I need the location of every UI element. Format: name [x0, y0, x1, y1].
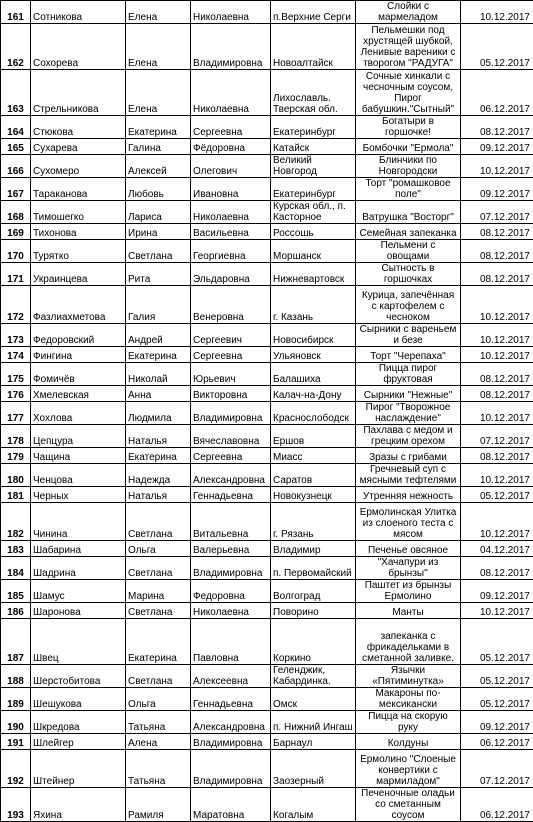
date-cell: 09.12.2017	[461, 711, 533, 734]
dish-name-cell: Сырники с вареньем и безе	[356, 324, 461, 347]
city-cell: Калач-на-Дону	[271, 386, 356, 402]
first-name-cell: Николай	[126, 363, 191, 386]
table-row	[1, 619, 533, 665]
dish-name-cell: Манты	[356, 603, 461, 619]
first-name-cell: Ольга	[126, 541, 191, 557]
date-cell: 08.12.2017	[461, 386, 533, 402]
dish-name-cell: Торт "Черепаха"	[356, 347, 461, 363]
date-cell: 10.12.2017	[461, 155, 533, 178]
middle-name-cell: Валерьевна	[191, 541, 271, 557]
date-cell: 05.12.2017	[461, 665, 533, 688]
last-name-cell: Ченцова	[31, 464, 126, 487]
date-cell: 10.12.2017	[461, 347, 533, 363]
city-cell: Омск	[271, 688, 356, 711]
first-name-cell: Галина	[126, 139, 191, 155]
row-number-cell: 172	[1, 286, 31, 324]
participants-table-body	[1, 1, 533, 822]
date-cell: 09.12.2017	[461, 139, 533, 155]
row-number-cell: 185	[1, 580, 31, 603]
middle-name-cell: Венеровна	[191, 286, 271, 324]
city-cell: г. Казань	[271, 286, 356, 324]
middle-name-cell: Васильевна	[191, 224, 271, 240]
date-cell: 09.12.2017	[461, 178, 533, 201]
row-number-cell: 187	[1, 619, 31, 665]
last-name-cell: Швец	[31, 619, 126, 665]
last-name-cell: Турятко	[31, 240, 126, 263]
last-name-cell: Фомичёв	[31, 363, 126, 386]
first-name-cell: Светлана	[126, 557, 191, 580]
first-name-cell: Рамиля	[126, 788, 191, 822]
middle-name-cell: Юрьевич	[191, 363, 271, 386]
last-name-cell: Украинцева	[31, 263, 126, 286]
city-cell: Моршанск	[271, 240, 356, 263]
middle-name-cell: Александровна	[191, 711, 271, 734]
middle-name-cell: Ивановна	[191, 178, 271, 201]
dish-name-cell: Утренняя нежность	[356, 487, 461, 503]
dish-name-cell: Богатыри в горшочке!	[356, 116, 461, 139]
dish-name-cell: Торт "ромашковое поле"	[356, 178, 461, 201]
dish-name-cell: запеканка с фрикадельками в сметанной заливке.	[356, 619, 461, 665]
city-cell: Балашиха	[271, 363, 356, 386]
first-name-cell: Наталья	[126, 487, 191, 503]
city-cell: Краснослободск	[271, 402, 356, 425]
first-name-cell: Любовь	[126, 178, 191, 201]
table-row	[1, 178, 533, 201]
first-name-cell: Светлана	[126, 603, 191, 619]
city-cell: Волгоград	[271, 580, 356, 603]
date-cell: 10.12.2017	[461, 464, 533, 487]
last-name-cell: Цепцура	[31, 425, 126, 448]
row-number-cell: 169	[1, 224, 31, 240]
row-number-cell: 176	[1, 386, 31, 402]
date-cell: 10.12.2017	[461, 1, 533, 24]
middle-name-cell: Владимировна	[191, 557, 271, 580]
last-name-cell: Шадрина	[31, 557, 126, 580]
dish-name-cell: Курица, запечённая с картофелем с чесноком	[356, 286, 461, 324]
middle-name-cell: Владимировна	[191, 750, 271, 788]
middle-name-cell: Витальевна	[191, 503, 271, 541]
date-cell: 07.12.2017	[461, 425, 533, 448]
last-name-cell: Шабарина	[31, 541, 126, 557]
row-number-cell: 163	[1, 70, 31, 116]
row-number-cell: 174	[1, 347, 31, 363]
first-name-cell: Людмила	[126, 402, 191, 425]
last-name-cell: Фингина	[31, 347, 126, 363]
table-row	[1, 464, 533, 487]
dish-name-cell: Пельмешки под хрустящей шубкой, Ленивые вареники с творогом "РАДУГА"	[356, 24, 461, 70]
middle-name-cell: Геннадьевна	[191, 688, 271, 711]
city-cell: Барнаул	[271, 734, 356, 750]
city-cell: Ершов	[271, 425, 356, 448]
city-cell: Ульяновск	[271, 347, 356, 363]
first-name-cell: Ольга	[126, 688, 191, 711]
table-row	[1, 788, 533, 822]
last-name-cell: Черных	[31, 487, 126, 503]
row-number-cell: 188	[1, 665, 31, 688]
date-cell: 10.12.2017	[461, 402, 533, 425]
date-cell: 08.12.2017	[461, 557, 533, 580]
date-cell: 05.12.2017	[461, 24, 533, 70]
city-cell: Великий Новгород	[271, 155, 356, 178]
dish-name-cell: Ермолинская Улитка из слоеного теста с мясом	[356, 503, 461, 541]
row-number-cell: 161	[1, 1, 31, 24]
row-number-cell: 167	[1, 178, 31, 201]
last-name-cell: Сохорева	[31, 24, 126, 70]
city-cell: Поворино	[271, 603, 356, 619]
dish-name-cell: Пахлава с медом и грецким орехом	[356, 425, 461, 448]
first-name-cell: Светлана	[126, 665, 191, 688]
last-name-cell: Сотникова	[31, 1, 126, 24]
date-cell: 08.12.2017	[461, 116, 533, 139]
city-cell: Геленджик, Кабардинка.	[271, 665, 356, 688]
first-name-cell: Ирина	[126, 224, 191, 240]
date-cell: 08.12.2017	[461, 240, 533, 263]
table-row	[1, 487, 533, 503]
date-cell: 06.12.2017	[461, 734, 533, 750]
table-row	[1, 580, 533, 603]
table-row	[1, 402, 533, 425]
table-row	[1, 557, 533, 580]
row-number-cell: 177	[1, 402, 31, 425]
middle-name-cell: Викторовна	[191, 386, 271, 402]
city-cell: Новокузнецк	[271, 487, 356, 503]
first-name-cell: Елена	[126, 1, 191, 24]
table-row	[1, 1, 533, 24]
table-row	[1, 224, 533, 240]
table-row	[1, 688, 533, 711]
table-row	[1, 286, 533, 324]
middle-name-cell: Георгиевна	[191, 240, 271, 263]
date-cell: 10.12.2017	[461, 286, 533, 324]
middle-name-cell: Николаевна	[191, 201, 271, 224]
table-row	[1, 665, 533, 688]
table-row	[1, 603, 533, 619]
table-row	[1, 425, 533, 448]
first-name-cell: Алена	[126, 734, 191, 750]
city-cell: п. Первомайский	[271, 557, 356, 580]
first-name-cell: Наталья	[126, 425, 191, 448]
last-name-cell: Стюкова	[31, 116, 126, 139]
first-name-cell: Галия	[126, 286, 191, 324]
dish-name-cell: "Хачапури из брынзы"	[356, 557, 461, 580]
middle-name-cell: Сергеевна	[191, 347, 271, 363]
dish-name-cell: Семейная запеканка	[356, 224, 461, 240]
city-cell: Курская обл., п. Касторное	[271, 201, 356, 224]
last-name-cell: Шаронова	[31, 603, 126, 619]
row-number-cell: 183	[1, 541, 31, 557]
table-row	[1, 324, 533, 347]
table-row	[1, 201, 533, 224]
first-name-cell: Алексей	[126, 155, 191, 178]
table-row	[1, 70, 533, 116]
row-number-cell: 182	[1, 503, 31, 541]
last-name-cell: Шамус	[31, 580, 126, 603]
city-cell: Миасс	[271, 448, 356, 464]
city-cell: Новоалтайск	[271, 24, 356, 70]
middle-name-cell: Владимировна	[191, 24, 271, 70]
last-name-cell: Шкредова	[31, 711, 126, 734]
last-name-cell: Тихонова	[31, 224, 126, 240]
table-row	[1, 750, 533, 788]
row-number-cell: 173	[1, 324, 31, 347]
row-number-cell: 189	[1, 688, 31, 711]
middle-name-cell: Алексеевна	[191, 665, 271, 688]
middle-name-cell: Геннадьевна	[191, 487, 271, 503]
city-cell: п. Нижний Ингаш	[271, 711, 356, 734]
middle-name-cell: Сергеевич	[191, 324, 271, 347]
city-cell: Владимир	[271, 541, 356, 557]
city-cell: Когалым	[271, 788, 356, 822]
dish-name-cell: Пицца пирог фруктовая	[356, 363, 461, 386]
date-cell: 06.12.2017	[461, 788, 533, 822]
middle-name-cell: Фёдоровна	[191, 139, 271, 155]
dish-name-cell: Сытность в горшочках	[356, 263, 461, 286]
city-cell: Екатеринбург	[271, 116, 356, 139]
last-name-cell: Стрельникова	[31, 70, 126, 116]
date-cell: 08.12.2017	[461, 363, 533, 386]
table-row	[1, 347, 533, 363]
table-row	[1, 386, 533, 402]
dish-name-cell: Пельмени с овощами	[356, 240, 461, 263]
first-name-cell: Рита	[126, 263, 191, 286]
dish-name-cell: Паштет из брынзы Ермолино	[356, 580, 461, 603]
row-number-cell: 171	[1, 263, 31, 286]
middle-name-cell: Владимировна	[191, 734, 271, 750]
last-name-cell: Тимошегко	[31, 201, 126, 224]
row-number-cell: 175	[1, 363, 31, 386]
last-name-cell: Фазлиахметова	[31, 286, 126, 324]
city-cell: Заозерный	[271, 750, 356, 788]
dish-name-cell: Сырники "Нежные"	[356, 386, 461, 402]
first-name-cell: Светлана	[126, 503, 191, 541]
row-number-cell: 164	[1, 116, 31, 139]
city-cell: Екатеринбург	[271, 178, 356, 201]
dish-name-cell: Колдуны	[356, 734, 461, 750]
last-name-cell: Чинина	[31, 503, 126, 541]
city-cell: Нижневартовск	[271, 263, 356, 286]
table-row	[1, 503, 533, 541]
last-name-cell: Шерстобитова	[31, 665, 126, 688]
first-name-cell: Светлана	[126, 240, 191, 263]
row-number-cell: 162	[1, 24, 31, 70]
first-name-cell: Екатерина	[126, 116, 191, 139]
row-number-cell: 180	[1, 464, 31, 487]
date-cell: 05.12.2017	[461, 619, 533, 665]
city-cell: Коркино	[271, 619, 356, 665]
table-row	[1, 363, 533, 386]
middle-name-cell: Федоровна	[191, 580, 271, 603]
first-name-cell: Екатерина	[126, 448, 191, 464]
dish-name-cell: Ватрушка "Восторг"	[356, 201, 461, 224]
date-cell: 07.12.2017	[461, 201, 533, 224]
middle-name-cell: Николаевна	[191, 603, 271, 619]
middle-name-cell: Эльдаровна	[191, 263, 271, 286]
row-number-cell: 166	[1, 155, 31, 178]
row-number-cell: 170	[1, 240, 31, 263]
row-number-cell: 165	[1, 139, 31, 155]
city-cell: п.Верхние Серги	[271, 1, 356, 24]
table-row	[1, 24, 533, 70]
table-row	[1, 116, 533, 139]
date-cell: 05.12.2017	[461, 487, 533, 503]
middle-name-cell: Павловна	[191, 619, 271, 665]
city-cell: Саратов	[271, 464, 356, 487]
row-number-cell: 181	[1, 487, 31, 503]
dish-name-cell: Зразы с грибами	[356, 448, 461, 464]
dish-name-cell: Пицца на скорую руку	[356, 711, 461, 734]
dish-name-cell: Печеночные оладьи со сметанным соусом	[356, 788, 461, 822]
middle-name-cell: Маратовна	[191, 788, 271, 822]
city-cell: Россошь	[271, 224, 356, 240]
table-row	[1, 541, 533, 557]
middle-name-cell: Александровна	[191, 464, 271, 487]
dish-name-cell: Гречневый суп с мясными тефтелями	[356, 464, 461, 487]
date-cell: 10.12.2017	[461, 324, 533, 347]
row-number-cell: 186	[1, 603, 31, 619]
table-row	[1, 263, 533, 286]
city-cell: г. Рязань	[271, 503, 356, 541]
first-name-cell: Татьяна	[126, 711, 191, 734]
date-cell: 07.12.2017	[461, 750, 533, 788]
table-row	[1, 155, 533, 178]
city-cell: Новосибирск	[271, 324, 356, 347]
date-cell: 10.12.2017	[461, 503, 533, 541]
last-name-cell: Хохлова	[31, 402, 126, 425]
date-cell: 08.12.2017	[461, 448, 533, 464]
first-name-cell: Анна	[126, 386, 191, 402]
table-row	[1, 734, 533, 750]
row-number-cell: 190	[1, 711, 31, 734]
row-number-cell: 168	[1, 201, 31, 224]
dish-name-cell: Сочные хинкали с чесночным соусом, Пирог бабушкин."Сытный"	[356, 70, 461, 116]
first-name-cell: Андрей	[126, 324, 191, 347]
city-cell: Катайск	[271, 139, 356, 155]
date-cell: 06.12.2017	[461, 70, 533, 116]
last-name-cell: Тараканова	[31, 178, 126, 201]
dish-name-cell: Макароны по-мексикански	[356, 688, 461, 711]
last-name-cell: Шлейгер	[31, 734, 126, 750]
last-name-cell: Штейнер	[31, 750, 126, 788]
middle-name-cell: Сергеевна	[191, 116, 271, 139]
last-name-cell: Сухомеро	[31, 155, 126, 178]
date-cell: 04.12.2017	[461, 541, 533, 557]
middle-name-cell: Вячеславовна	[191, 425, 271, 448]
date-cell: 08.12.2017	[461, 224, 533, 240]
first-name-cell: Екатерина	[126, 619, 191, 665]
first-name-cell: Лариса	[126, 201, 191, 224]
first-name-cell: Марина	[126, 580, 191, 603]
date-cell: 10.12.2017	[461, 603, 533, 619]
dish-name-cell: Печенье овсяное	[356, 541, 461, 557]
table-row	[1, 711, 533, 734]
dish-name-cell: Слойки с мармеладом	[356, 1, 461, 24]
row-number-cell: 191	[1, 734, 31, 750]
last-name-cell: Федоровский	[31, 324, 126, 347]
middle-name-cell: Олегович	[191, 155, 271, 178]
last-name-cell: Яхина	[31, 788, 126, 822]
dish-name-cell: Бомбочки "Ермола"	[356, 139, 461, 155]
first-name-cell: Елена	[126, 24, 191, 70]
middle-name-cell: Владимировна	[191, 402, 271, 425]
date-cell: 05.12.2017	[461, 688, 533, 711]
dish-name-cell: Ермолино "Слоеные конвертики с мармиладом"	[356, 750, 461, 788]
dish-name-cell: Блинчики по Новгородски	[356, 155, 461, 178]
first-name-cell: Надежда	[126, 464, 191, 487]
row-number-cell: 193	[1, 788, 31, 822]
row-number-cell: 179	[1, 448, 31, 464]
last-name-cell: Сухарева	[31, 139, 126, 155]
middle-name-cell: Николаевна	[191, 70, 271, 116]
first-name-cell: Екатерина	[126, 347, 191, 363]
dish-name-cell: Пирог "Творожное наслаждение"	[356, 402, 461, 425]
last-name-cell: Шешукова	[31, 688, 126, 711]
middle-name-cell: Николаевна	[191, 1, 271, 24]
first-name-cell: Татьяна	[126, 750, 191, 788]
first-name-cell: Елена	[126, 70, 191, 116]
table-row	[1, 139, 533, 155]
middle-name-cell: Сергеевна	[191, 448, 271, 464]
row-number-cell: 192	[1, 750, 31, 788]
last-name-cell: Хмелевская	[31, 386, 126, 402]
table-row	[1, 240, 533, 263]
row-number-cell: 178	[1, 425, 31, 448]
dish-name-cell: Язычки «Пятиминутка»	[356, 665, 461, 688]
row-number-cell: 184	[1, 557, 31, 580]
city-cell: Лихославль. Тверская обл.	[271, 70, 356, 116]
table-row	[1, 448, 533, 464]
date-cell: 08.12.2017	[461, 263, 533, 286]
date-cell: 09.12.2017	[461, 580, 533, 603]
last-name-cell: Чащина	[31, 448, 126, 464]
